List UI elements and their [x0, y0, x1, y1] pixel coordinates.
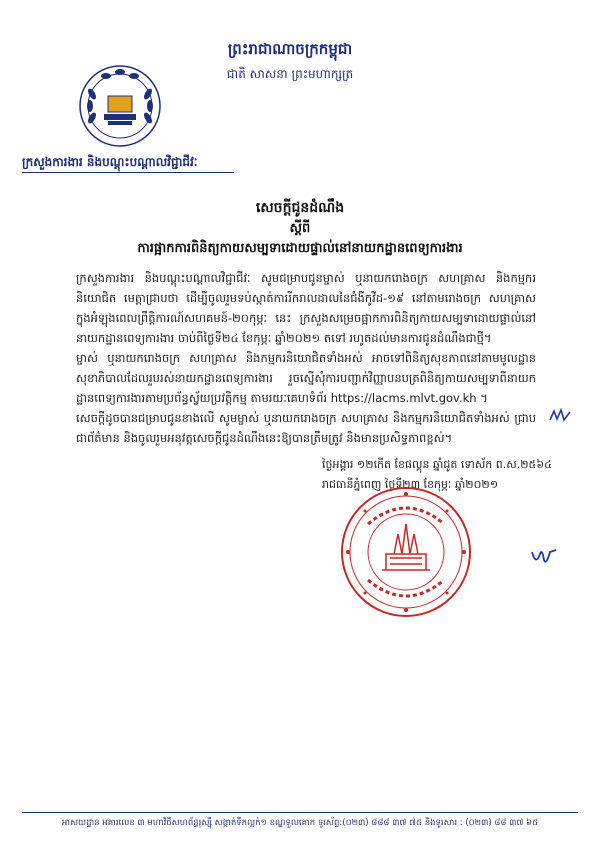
- official-seal-icon: [338, 484, 474, 620]
- notice-title: សេចក្តីជូនដំណឹង: [255, 200, 345, 216]
- lunar-date: ថ្ងៃអង្គារ ១២កើត ខែផល្គុន ឆ្នាំជូត ទោស័ក ព.ស.២៥៦៤: [322, 458, 552, 471]
- solar-date: រាជធានីភ្នំពេញ ថ្ងៃទី២៣ ខែកុម្ភៈ ឆ្នាំ២០២១: [322, 478, 499, 491]
- ministry-logo-icon: [78, 64, 162, 148]
- body-paragraph-1: ក្រសួងការងារ និងបណ្តុះបណ្តាលវិជ្ជាជីវៈ សូមជម្រាបជូនម្ចាស់ ឬនាយករោងចក្រ សហគ្រាស និងកម្មករនិយោជិត មេត្តាជ្រាបថា ដើម្បីចូលរួមទប់ស្កាត់ការរីករាលដាលនៃជំងឺកូវីដ-១៩ នៅតាមរោងចក្រ សហគ្រាស ក្នុងអំឡុងពេលព្រឹត្តិការណ៍សហគមន៍-២០កុម្ភៈ នេះ ក្រសួងសម្រេចផ្អាកការពិនិត្យកាយសម្បទាដោយផ្ទាល់នៅនាយកដ្ឋានពេទ្យការងារ ចាប់ពីថ្ងៃទី២៤ ខែកុម្ភៈ ឆ្នាំ២០២១ តទៅ រហូតដល់មានការជូនដំណឹងជាថ្មី។: [76, 271, 536, 345]
- ministry-underline: [22, 172, 234, 173]
- body-paragraph-3: សេចក្តីដូចបានជម្រាបជូនខាងលើ សូមម្ចាស់ ឬនាយករោងចក្រ សហគ្រាស និងកម្មករនិយោជិតទាំងអស់ ជ្រាបជាព័ត៌មាន និងចូលរួមអនុវត្តសេចក្តីជូនដំណឹងនេះឱ្យបានត្រឹមត្រូវ និងមានប្រសិទ្ធភាពខ្ពស់។: [76, 411, 536, 445]
- registration-url-link[interactable]: https://lacms.mlvt.gov.kh: [330, 391, 477, 405]
- kingdom-heading: ព្រះរាជាណាចក្រកម្ពុជា: [227, 40, 353, 58]
- body-paragraph-2-end: ។: [480, 391, 488, 405]
- body-paragraph-2-text: ម្ចាស់ ឬនាយករោងចក្រ សហគ្រាស និងកម្មករនិយោជិតទាំងអស់ អាចទៅពិនិត្យសុខភាពនៅតាមមូលដ្ឋានសុខាភិបាលដែលរួបរស់នាយកដ្ឋានពេទ្យការងារ រួចស្នើសុំការបញ្ជាក់វិញ្ញាបនបត្រពិនិត្យកាយសម្បទាពីនាយកដ្ឋានពេទ្យការងារតាមប្រព័ន្ធស្វ័យប្រវត្តិកម្ម តាមរយៈគេហទំព័រ: [76, 351, 536, 405]
- initial-mark-icon: [548, 408, 572, 424]
- ministry-name: ក្រសួងការងារ និងបណ្តុះបណ្តាលវិជ្ជាជីវៈ: [22, 155, 198, 169]
- national-motto: ជាតិ សាសនា ព្រះមហាក្សត្រ: [226, 67, 354, 81]
- footer-address: អាសយដ្ឋាន អគារលេខ ៣ មហាវិថីសហព័ន្ធរុស្ស៊ី សង្កាត់ទឹកល្អក់១ ខណ្ឌទួលគោក ទូរស័ព្ទ:(០២៣) ៨៨៨ ៣៧ ៧៥ និងទូរសារ : (០២៣) ៨៨ ៣៧ ៦៥: [61, 818, 539, 828]
- signature-icon: [530, 546, 558, 568]
- footer-divider: [22, 812, 578, 813]
- subject-label: ស្តីពី: [289, 221, 311, 236]
- notice-subject: ការផ្អាកការពិនិត្យកាយសម្បទាដោយផ្ទាល់នៅនាយកដ្ឋានពេទ្យការងារ: [137, 241, 463, 256]
- body-paragraph-2: [76, 348, 536, 408]
